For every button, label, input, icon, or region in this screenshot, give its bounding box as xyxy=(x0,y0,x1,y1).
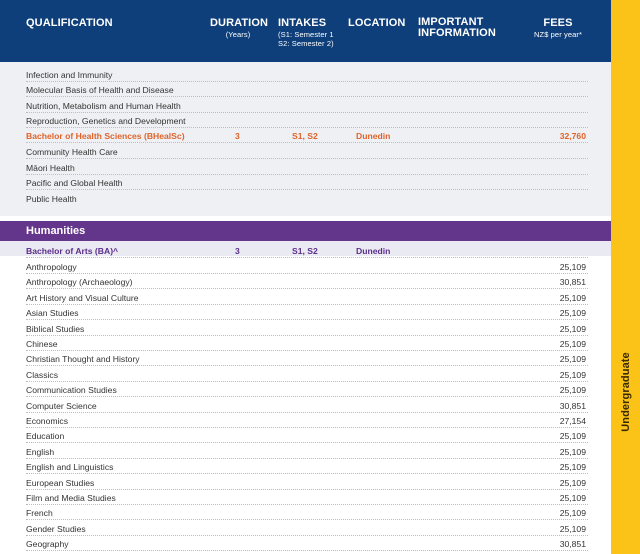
table-row xyxy=(26,536,588,551)
subject-fees: 25,109 xyxy=(559,339,586,349)
subject-name: Public Health xyxy=(26,194,77,204)
subject-name: Gender Studies xyxy=(26,523,86,534)
header-fees-sub: NZ$ per year* xyxy=(534,30,582,39)
undergraduate-sidebar xyxy=(611,0,640,554)
table-row xyxy=(26,398,588,413)
list-item xyxy=(26,98,588,113)
degree-intakes: S1, S2 xyxy=(292,131,318,141)
header-important-line1: IMPORTANT xyxy=(418,16,484,28)
header-duration-sub: (Years) xyxy=(225,30,251,39)
subject-name: Community Health Care xyxy=(26,147,118,157)
subject-fees: 30,851 xyxy=(559,277,586,288)
header-intakes-label: INTAKES xyxy=(278,17,327,29)
subject-fees: 25,109 xyxy=(559,477,586,488)
header-fees-label: FEES xyxy=(543,17,573,29)
list-item xyxy=(26,82,588,97)
degree-name: Bachelor of Arts (BA)^ xyxy=(26,246,119,256)
subject-fees: 27,154 xyxy=(559,416,586,426)
subject-name: Communication Studies xyxy=(26,385,117,396)
header-duration xyxy=(210,17,269,39)
degree-duration: 3 xyxy=(235,246,240,256)
table-row xyxy=(26,382,588,397)
header-important xyxy=(418,17,496,39)
sidebar-label: Undergraduate xyxy=(619,352,632,432)
subject-fees: 30,851 xyxy=(559,539,586,550)
humanities-title: Humanities xyxy=(26,225,86,237)
subject-name: Film and Media Studies xyxy=(26,493,116,503)
table-row xyxy=(26,305,588,320)
table-row xyxy=(26,444,588,459)
degree-intakes: S1, S2 xyxy=(292,246,318,256)
humanities-section-header xyxy=(0,221,611,241)
degree-location: Dunedin xyxy=(356,131,391,141)
list-item xyxy=(26,191,588,206)
degree-location: Dunedin xyxy=(356,246,391,256)
subject-name: Nutrition, Metabolism and Human Health xyxy=(26,101,181,111)
header-intakes-sub1: (S1: Semester 1 xyxy=(278,30,334,39)
subject-name: Education xyxy=(26,431,65,442)
subject-name: Anthropology xyxy=(26,262,77,272)
subject-fees: 25,109 xyxy=(559,431,586,442)
degree-name: Bachelor of Health Sciences (BHealSc) xyxy=(26,131,185,141)
table-row xyxy=(26,521,588,536)
subject-fees: 25,109 xyxy=(559,462,586,473)
subject-name: Asian Studies xyxy=(26,308,79,319)
table-row xyxy=(26,274,588,289)
degree-row-ba xyxy=(26,243,588,258)
subject-fees: 25,109 xyxy=(559,323,586,334)
table-row xyxy=(26,290,588,305)
subject-name: Geography xyxy=(26,539,69,550)
header-qualification: QUALIFICATION xyxy=(26,17,113,29)
subject-name: Māori Health xyxy=(26,163,75,173)
list-item xyxy=(26,113,588,128)
list-item xyxy=(26,144,588,159)
header-duration-label: DURATION xyxy=(210,17,269,29)
header-intakes xyxy=(278,17,338,48)
subject-fees: 25,109 xyxy=(559,446,586,457)
subject-fees: 25,109 xyxy=(559,292,586,303)
subject-fees: 30,851 xyxy=(559,400,586,411)
header-important-line2: INFORMATION xyxy=(418,27,496,39)
list-item xyxy=(26,175,588,190)
subject-name: Anthropology (Archaeology) xyxy=(26,277,133,288)
subject-fees: 25,109 xyxy=(559,385,586,396)
subject-fees: 25,109 xyxy=(559,493,586,503)
table-row xyxy=(26,367,588,382)
subject-name: Christian Thought and History xyxy=(26,354,140,365)
table-row xyxy=(26,475,588,490)
table-row xyxy=(26,428,588,443)
table-row xyxy=(26,259,588,274)
subject-name: Molecular Basis of Health and Disease xyxy=(26,85,174,95)
header-fees xyxy=(534,17,582,39)
list-item xyxy=(26,67,588,82)
table-row xyxy=(26,321,588,336)
subject-name: European Studies xyxy=(26,477,95,488)
degree-fees: 32,760 xyxy=(559,131,586,141)
subject-name: English xyxy=(26,446,55,457)
subject-fees: 25,109 xyxy=(559,262,586,272)
degree-row-bhealsc xyxy=(26,128,588,143)
subject-name: Computer Science xyxy=(26,400,97,411)
subject-name: Pacific and Global Health xyxy=(26,178,123,188)
degree-duration: 3 xyxy=(235,131,240,141)
subject-name: Classics xyxy=(26,369,58,380)
table-row xyxy=(26,336,588,351)
table-row xyxy=(26,490,588,505)
table-row xyxy=(26,505,588,520)
subject-fees: 25,109 xyxy=(559,308,586,319)
subject-fees: 25,109 xyxy=(559,369,586,380)
subject-name: French xyxy=(26,508,53,519)
header-intakes-sub2: S2: Semester 2) xyxy=(278,39,334,48)
subject-fees: 25,109 xyxy=(559,508,586,519)
table-header xyxy=(0,0,611,62)
table-row xyxy=(26,351,588,366)
subject-name: English and Linguistics xyxy=(26,462,114,473)
subject-name: Reproduction, Genetics and Development xyxy=(26,116,186,126)
subject-name: Chinese xyxy=(26,339,58,349)
subject-name: Art History and Visual Culture xyxy=(26,292,139,303)
subject-fees: 25,109 xyxy=(559,354,586,365)
subject-name: Economics xyxy=(26,416,69,426)
subject-name: Biblical Studies xyxy=(26,323,85,334)
subject-name: Infection and Immunity xyxy=(26,70,113,80)
header-location: LOCATION xyxy=(348,17,406,29)
table-row xyxy=(26,413,588,428)
list-item xyxy=(26,160,588,175)
subject-fees: 25,109 xyxy=(559,523,586,534)
table-row xyxy=(26,459,588,474)
